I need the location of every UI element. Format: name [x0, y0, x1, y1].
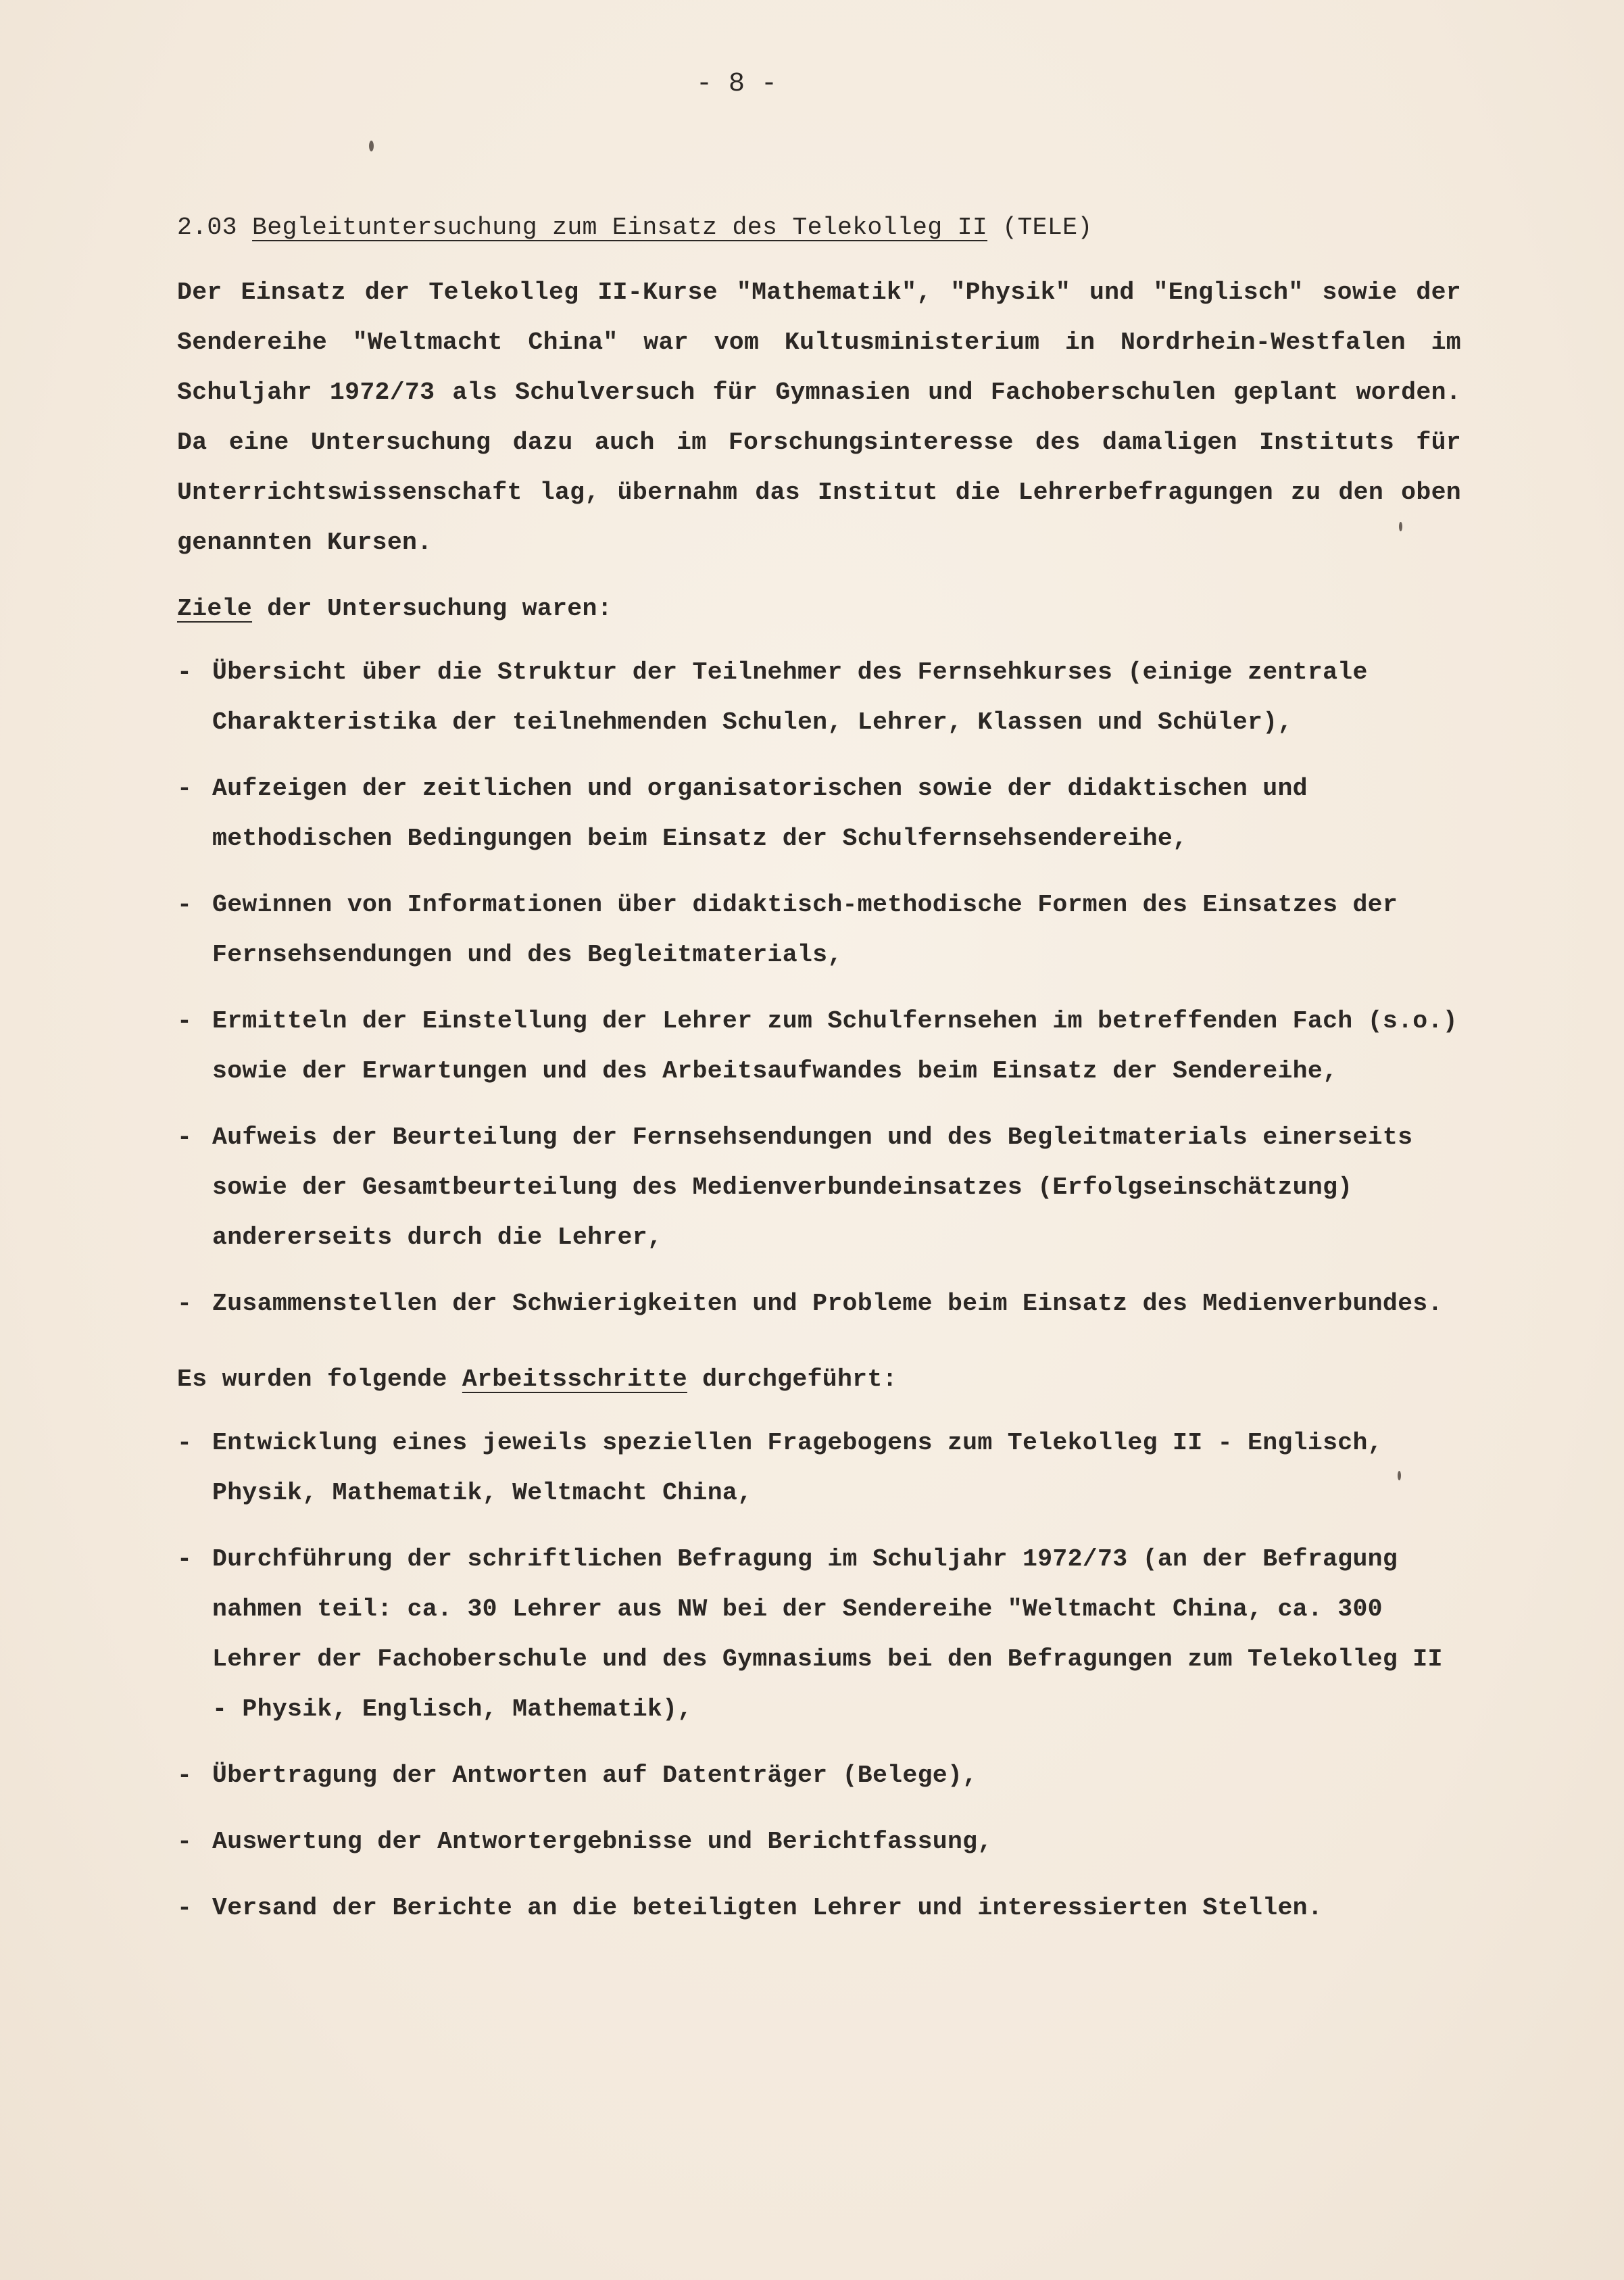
steps-label-after: durchgeführt:	[687, 1365, 897, 1393]
dash-bullet: -	[177, 1828, 193, 1855]
goals-label-underlined: Ziele	[177, 595, 253, 623]
dash-bullet: -	[177, 1123, 193, 1151]
dash-bullet: -	[177, 1894, 193, 1922]
list-item-text: Durchführung der schriftlichen Befragung im Schuljahr 1972/73 (an der Befragung nahmen teil: ca. 30 Lehrer aus NW bei der Sendereihe "Weltmacht China, ca. 300 Lehrer der Fachoberschule und des Gymnasiums bei den Befragungen zum Telekolleg II - Physik, Englisch, Mathematik),	[212, 1545, 1443, 1723]
dash-bullet: -	[177, 1007, 193, 1035]
list-item-text: Auswertung der Antwortergebnisse und Berichtfassung,	[212, 1828, 993, 1855]
list-item	[177, 1534, 1461, 1735]
list-item-text: Aufweis der Beurteilung der Fernsehsendungen und des Begleitmaterials einerseits sowie der Gesamtbeurteilung des Medienverbundeinsatzes (Erfolgseinschätzung) andererseits durch die Lehrer,	[212, 1123, 1413, 1251]
steps-label-underlined: Arbeitsschritte	[462, 1365, 687, 1393]
list-item	[177, 1113, 1461, 1263]
intro-paragraph: Der Einsatz der Telekolleg II-Kurse "Mathematik", "Physik" und "Englisch" sowie der Sendereihe "Weltmacht China" war vom Kultusministerium in Nordrhein-Westfalen im Schuljahr 1972/73 als Schulversuch für Gymnasien und Fachoberschulen geplant worden. Da eine Untersuchung dazu auch im Forschungsinteresse des damaligen Instituts für Unterrichtswissenschaft lag, übernahm das Institut die Lehrerbefragungen zu den oben genannten Kursen.	[177, 278, 1461, 556]
dash-bullet: -	[177, 775, 193, 802]
goals-label-rest: der Untersuchung waren:	[252, 595, 612, 623]
list-item	[177, 880, 1461, 980]
section-heading	[177, 203, 1461, 253]
list-item	[177, 1279, 1461, 1329]
dash-bullet: -	[177, 1429, 193, 1457]
list-item-text: Übersicht über die Struktur der Teilnehmer des Fernsehkurses (einige zentrale Charakteristika der teilnehmenden Schulen, Lehrer, Klassen und Schüler),	[212, 658, 1368, 736]
list-item-text: Übertragung der Antworten auf Datenträger (Belege),	[212, 1762, 978, 1789]
list-item	[177, 1751, 1461, 1801]
dash-bullet: -	[177, 1290, 193, 1317]
list-item	[177, 996, 1461, 1096]
goals-heading	[177, 584, 1461, 634]
list-item	[177, 1883, 1461, 1933]
list-item-text: Zusammenstellen der Schwierigkeiten und Probleme beim Einsatz des Medienverbundes.	[212, 1290, 1443, 1317]
list-item-text: Versand der Berichte an die beteiligten Lehrer und interessierten Stellen.	[212, 1894, 1323, 1922]
list-item-text: Entwicklung eines jeweils speziellen Fragebogens zum Telekolleg II - Englisch, Physik, Mathematik, Weltmacht China,	[212, 1429, 1383, 1507]
goals-list	[177, 648, 1461, 1329]
list-item	[177, 1817, 1461, 1867]
page-number: - 8 -	[695, 69, 778, 99]
steps-heading	[177, 1355, 1461, 1405]
steps-list	[177, 1418, 1461, 1933]
scan-speck	[369, 141, 374, 151]
section-abbreviation: (TELE)	[1002, 214, 1093, 241]
list-item	[177, 764, 1461, 864]
dash-bullet: -	[177, 658, 193, 686]
section-number: 2.03	[177, 214, 237, 241]
list-item	[177, 1418, 1461, 1518]
dash-bullet: -	[177, 1762, 193, 1789]
list-item-text: Gewinnen von Informationen über didaktisch-methodische Formen des Einsatzes der Fernsehsendungen und des Begleitmaterials,	[212, 891, 1398, 969]
document-body	[177, 203, 1461, 1949]
dash-bullet: -	[177, 1545, 193, 1573]
section-title: Begleituntersuchung zum Einsatz des Telekolleg II	[252, 214, 988, 241]
dash-bullet: -	[177, 891, 193, 919]
steps-label-before: Es wurden folgende	[177, 1365, 462, 1393]
list-item-text: Aufzeigen der zeitlichen und organisatorischen sowie der didaktischen und methodischen Bedingungen beim Einsatz der Schulfernsehsendereihe,	[212, 775, 1308, 852]
list-item-text: Ermitteln der Einstellung der Lehrer zum Schulfernsehen im betreffenden Fach (s.o.) sowie der Erwartungen und des Arbeitsaufwandes beim Einsatz der Sendereihe,	[212, 1007, 1458, 1085]
list-item	[177, 648, 1461, 748]
